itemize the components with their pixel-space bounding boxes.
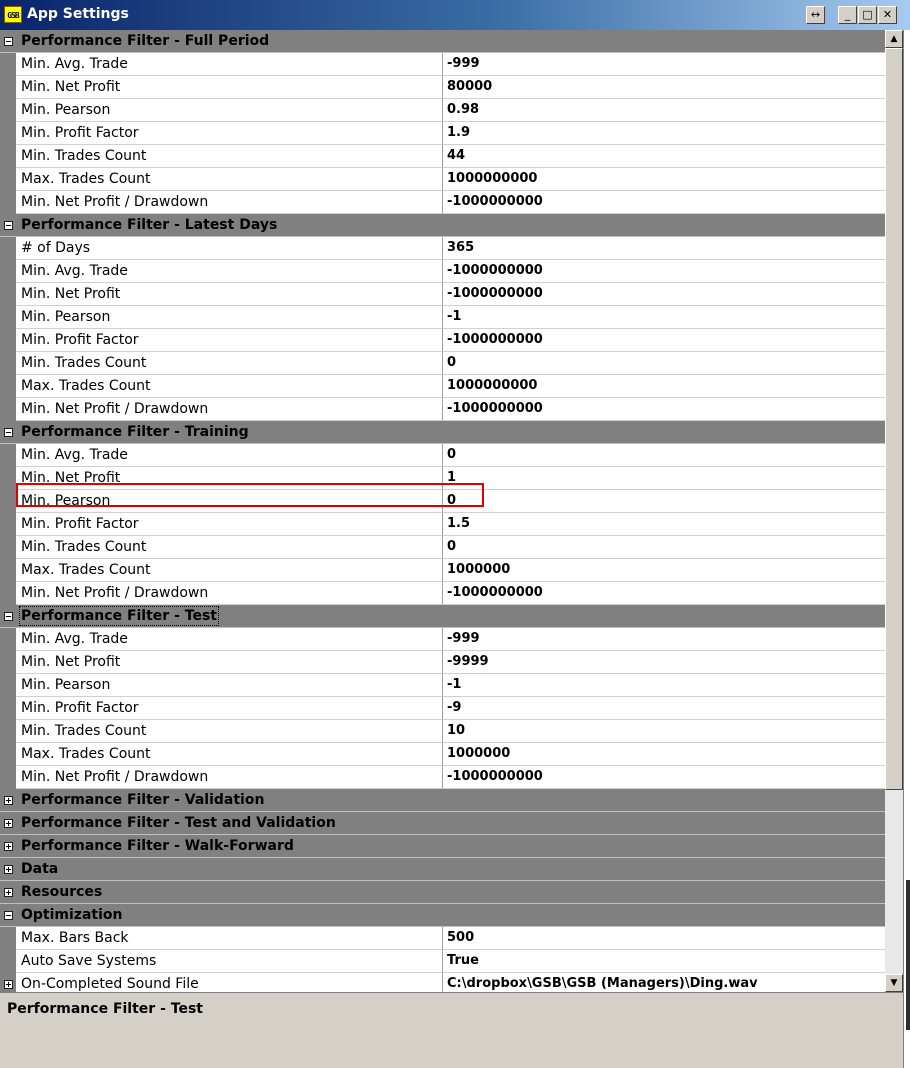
row-margin [0,283,16,306]
category-label: Performance Filter - Test [21,608,217,624]
row-margin [0,260,16,283]
row-margin [0,398,16,421]
property-value[interactable]: -1000000000 [443,398,885,421]
expand-icon[interactable] [4,842,13,851]
category-header[interactable] [0,858,885,881]
row-margin [0,306,16,329]
category-label: Performance Filter - Training [21,424,249,440]
property-name: Min. Avg. Trade [16,53,443,76]
property-value[interactable]: -1000000000 [443,766,885,789]
property-value[interactable]: 1000000 [443,559,885,582]
row-margin [0,76,16,99]
expand-icon[interactable] [4,865,13,874]
property-name: Min. Net Profit [16,283,443,306]
gsb-app-icon: GSB [4,6,22,23]
property-name: Min. Net Profit / Drawdown [16,766,443,789]
property-row[interactable] [0,53,885,76]
property-name: Min. Avg. Trade [16,444,443,467]
property-name: Min. Profit Factor [16,513,443,536]
property-value[interactable]: -999 [443,53,885,76]
property-row[interactable] [0,168,885,191]
category-label: Performance Filter - Test and Validation [21,815,336,831]
property-row[interactable] [0,375,885,398]
property-value[interactable]: -1 [443,674,885,697]
property-value[interactable]: 1000000000 [443,375,885,398]
property-name: Max. Trades Count [16,168,443,191]
category-label: Resources [21,884,103,900]
property-name: Min. Pearson [16,490,443,513]
property-row[interactable] [0,651,885,674]
property-row[interactable] [0,191,885,214]
property-row[interactable] [0,559,885,582]
category-header[interactable] [0,214,885,237]
collapse-icon[interactable] [4,221,13,230]
minimize-button[interactable]: _ [838,6,857,24]
row-margin [0,122,16,145]
category-header[interactable] [0,812,885,835]
property-value[interactable]: 1000000 [443,743,885,766]
row-margin [0,628,16,651]
property-value[interactable]: C:\dropbox\GSB\GSB (Managers)\Ding.wav [443,973,885,992]
property-row[interactable] [0,490,885,513]
description-title: Performance Filter - Test [7,1001,203,1017]
property-name: On-Completed Sound File [16,973,443,992]
row-margin [0,651,16,674]
row-margin [0,490,16,513]
property-name: Min. Net Profit / Drawdown [16,582,443,605]
property-value[interactable]: 365 [443,237,885,260]
move-button[interactable]: ↔ [806,6,825,24]
row-margin [0,145,16,168]
title-bar[interactable] [0,0,910,30]
row-margin [0,582,16,605]
maximize-button[interactable]: □ [858,6,877,24]
property-value[interactable]: 0 [443,352,885,375]
property-row[interactable] [0,145,885,168]
row-margin [0,329,16,352]
property-row[interactable] [0,283,885,306]
property-value[interactable]: 0 [443,536,885,559]
description-panel [0,992,903,1068]
row-margin [0,467,16,490]
property-row[interactable] [0,766,885,789]
category-header[interactable] [0,904,885,927]
row-margin [0,697,16,720]
property-row[interactable] [0,444,885,467]
property-name: Min. Profit Factor [16,697,443,720]
row-margin [0,973,16,992]
row-margin [0,536,16,559]
property-value[interactable]: -1000000000 [443,191,885,214]
row-margin [0,352,16,375]
property-grid[interactable] [0,30,885,992]
property-name: Min. Profit Factor [16,122,443,145]
category-label: Performance Filter - Latest Days [21,217,278,233]
property-row[interactable] [0,398,885,421]
expand-icon[interactable] [4,888,13,897]
row-margin [0,375,16,398]
property-row[interactable] [0,697,885,720]
row-margin [0,743,16,766]
row-margin [0,559,16,582]
property-name: Min. Avg. Trade [16,628,443,651]
property-name: Min. Net Profit [16,76,443,99]
row-margin [0,168,16,191]
property-row[interactable] [0,513,885,536]
collapse-icon[interactable] [4,612,13,621]
property-row[interactable] [0,927,885,950]
property-row[interactable] [0,237,885,260]
property-value[interactable]: 500 [443,927,885,950]
property-name: Min. Pearson [16,99,443,122]
property-name: Min. Net Profit / Drawdown [16,398,443,421]
property-value[interactable]: -9 [443,697,885,720]
row-margin [0,513,16,536]
property-name: Min. Net Profit / Drawdown [16,191,443,214]
property-value[interactable]: 1000000000 [443,168,885,191]
expand-icon[interactable] [4,980,13,989]
property-name: Min. Pearson [16,674,443,697]
scroll-up-arrow-icon[interactable]: ▲ [885,30,903,48]
property-value[interactable]: 1.9 [443,122,885,145]
row-margin [0,444,16,467]
property-row[interactable] [0,306,885,329]
row-margin [0,53,16,76]
property-row[interactable] [0,260,885,283]
category-label: Performance Filter - Full Period [21,33,270,49]
close-button[interactable]: ✕ [878,6,897,24]
property-row[interactable] [0,76,885,99]
property-value[interactable]: 0 [443,490,885,513]
property-row[interactable] [0,99,885,122]
row-margin [0,766,16,789]
property-name: Min. Trades Count [16,145,443,168]
property-row[interactable] [0,467,885,490]
property-name: Min. Net Profit [16,467,443,490]
scroll-thumb[interactable] [885,48,903,790]
row-margin [0,99,16,122]
property-name: Min. Avg. Trade [16,260,443,283]
vertical-scrollbar[interactable] [885,30,903,992]
property-name: Min. Net Profit [16,651,443,674]
property-row[interactable] [0,122,885,145]
property-row[interactable] [0,973,885,992]
property-row[interactable] [0,628,885,651]
category-label: Optimization [21,907,123,923]
category-header[interactable] [0,605,885,628]
property-value[interactable]: -1 [443,306,885,329]
category-header[interactable] [0,421,885,444]
property-name: Min. Pearson [16,306,443,329]
row-margin [0,191,16,214]
property-value[interactable]: 1 [443,467,885,490]
property-value[interactable]: 0.98 [443,99,885,122]
category-header[interactable] [0,835,885,858]
property-value[interactable]: -1000000000 [443,582,885,605]
property-name: Max. Trades Count [16,743,443,766]
property-value[interactable]: -9999 [443,651,885,674]
expand-icon[interactable] [4,796,13,805]
property-name: Min. Trades Count [16,352,443,375]
property-name: # of Days [16,237,443,260]
window-title: App Settings [27,6,129,22]
property-value[interactable]: 10 [443,720,885,743]
row-margin [0,237,16,260]
property-name: Auto Save Systems [16,950,443,973]
property-value[interactable]: -1000000000 [443,283,885,306]
property-name: Max. Bars Back [16,927,443,950]
property-row[interactable] [0,352,885,375]
category-label: Performance Filter - Walk-Forward [21,838,294,854]
property-value[interactable]: 1.5 [443,513,885,536]
property-row[interactable] [0,720,885,743]
property-name: Max. Trades Count [16,559,443,582]
property-value[interactable]: 80000 [443,76,885,99]
property-value[interactable]: -1000000000 [443,260,885,283]
scroll-down-arrow-icon[interactable]: ▼ [885,974,903,992]
property-row[interactable] [0,674,885,697]
row-margin [0,950,16,973]
category-header[interactable] [0,789,885,812]
property-row[interactable] [0,743,885,766]
property-value[interactable]: -1000000000 [443,329,885,352]
category-label: Performance Filter - Validation [21,792,265,808]
category-label: Data [21,861,59,877]
property-row[interactable] [0,329,885,352]
property-row[interactable] [0,582,885,605]
row-margin [0,674,16,697]
collapse-icon[interactable] [4,37,13,46]
property-value[interactable]: 44 [443,145,885,168]
property-name: Min. Trades Count [16,536,443,559]
expand-icon[interactable] [4,819,13,828]
property-name: Min. Profit Factor [16,329,443,352]
property-row[interactable] [0,950,885,973]
window-edge [903,30,910,1068]
property-name: Min. Trades Count [16,720,443,743]
category-header[interactable] [0,30,885,53]
row-margin [0,927,16,950]
property-row[interactable] [0,536,885,559]
property-value[interactable]: True [443,950,885,973]
collapse-icon[interactable] [4,428,13,437]
collapse-icon[interactable] [4,911,13,920]
property-name: Max. Trades Count [16,375,443,398]
category-header[interactable] [0,881,885,904]
property-value[interactable]: -999 [443,628,885,651]
property-value[interactable]: 0 [443,444,885,467]
row-margin [0,720,16,743]
